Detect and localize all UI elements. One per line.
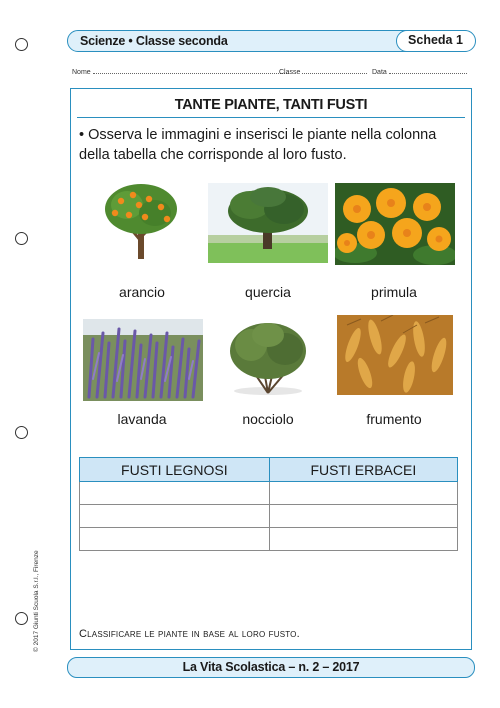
plant-label-nocciolo: nocciolo [242, 411, 294, 427]
primrose-flowers-photo [335, 183, 455, 265]
plant-label-lavanda: lavanda [117, 411, 167, 427]
hazel-shrub-photo [223, 315, 313, 397]
binder-hole [15, 38, 28, 51]
date-label: Data [372, 69, 387, 76]
header-fusti-erbacei: FUSTI ERBACEI [269, 458, 457, 482]
table-row [80, 505, 458, 528]
name-field [72, 67, 289, 76]
class-label: Classe [279, 69, 301, 76]
oak-tree-photo [208, 183, 328, 263]
table-header-row [80, 458, 458, 482]
orange-tree-photo [101, 181, 183, 261]
table-row [80, 482, 458, 505]
page-title: TANTE PIANTE, TANTI FUSTI [174, 97, 368, 113]
woody-cell[interactable] [80, 482, 270, 505]
herbaceous-cell[interactable] [269, 505, 457, 528]
woody-cell[interactable] [80, 505, 270, 528]
wheat-ears-photo [337, 315, 453, 395]
lavender-field-photo [83, 319, 203, 401]
name-label: Nome [72, 69, 91, 76]
plant-label-quercia: quercia [245, 284, 291, 300]
plant-label-primula: primula [371, 284, 417, 300]
magazine-footer: La Vita Scolastica – n. 2 – 2017 [67, 657, 475, 678]
title-divider [77, 117, 465, 118]
copyright-text: © 2017 Giunti Scuola S.r.l., Firenze [33, 550, 40, 652]
subject-label: Scienze • Classe seconda [80, 34, 228, 48]
header-bar [67, 30, 475, 52]
class-field [279, 67, 367, 76]
woody-cell[interactable] [80, 528, 270, 551]
binder-hole [15, 612, 28, 625]
objective-note: Classificare le piante in base al loro fusto. [79, 628, 300, 640]
table-row [80, 528, 458, 551]
herbaceous-cell[interactable] [269, 528, 457, 551]
sheet-tab: Scheda 1 [396, 30, 476, 52]
herbaceous-cell[interactable] [269, 482, 457, 505]
instruction-text: • Osserva le immagini e inserisci le piante nella colonna della tabella che corrisponde al loro fusto. [79, 127, 437, 163]
date-field [372, 67, 467, 76]
binder-hole [15, 232, 28, 245]
plant-label-frumento: frumento [366, 411, 422, 427]
binder-hole [15, 426, 28, 439]
exercise-frame [70, 88, 472, 650]
classification-table [79, 457, 458, 551]
plant-label-arancio: arancio [119, 284, 165, 300]
header-fusti-legnosi: FUSTI LEGNOSI [80, 458, 270, 482]
